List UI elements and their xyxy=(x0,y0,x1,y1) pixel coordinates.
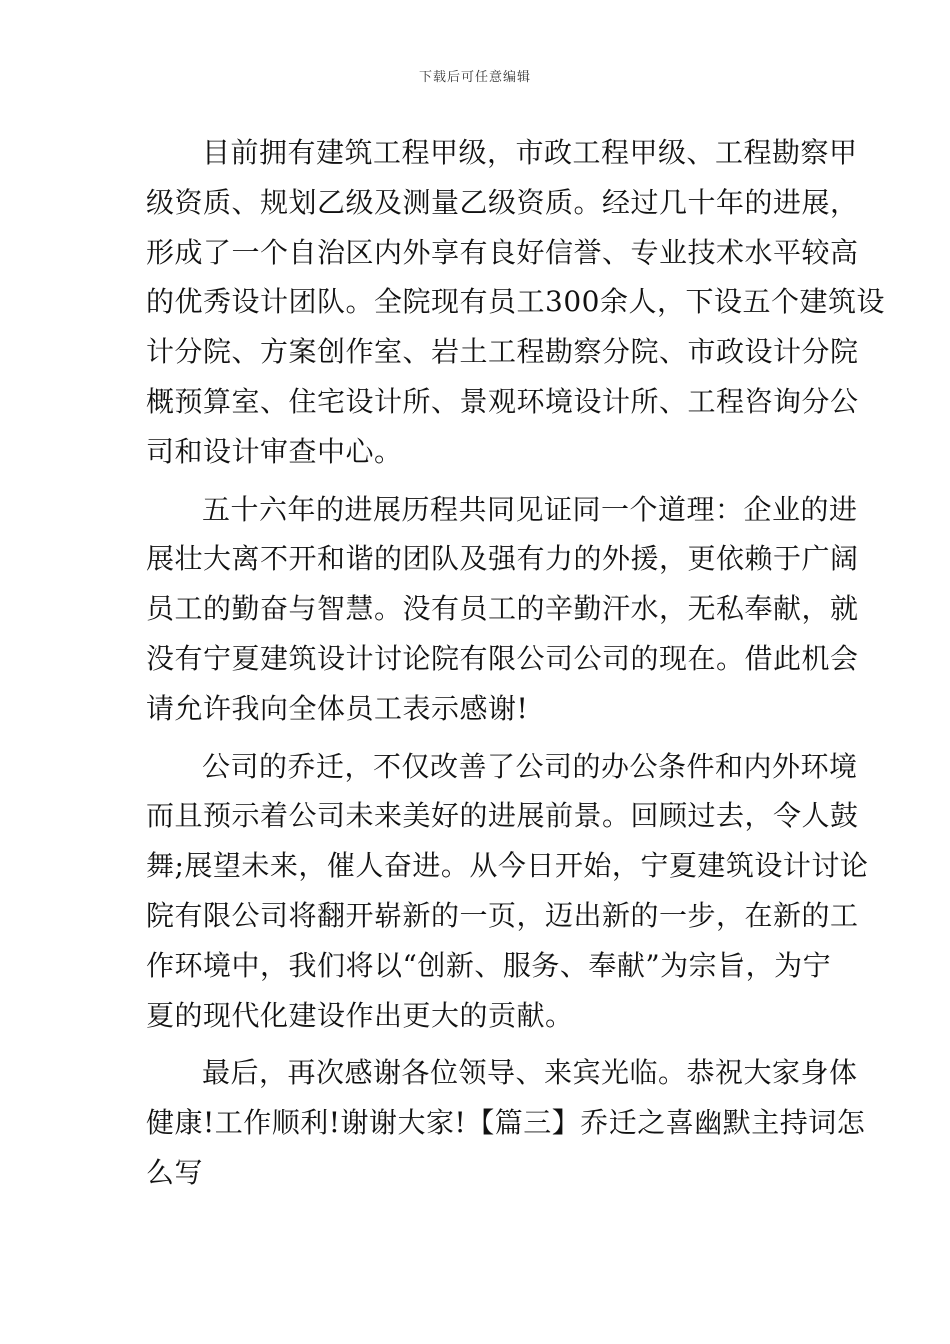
text-line: 么写 xyxy=(146,1155,204,1189)
document-body xyxy=(146,128,885,1198)
text-line: 公司的乔迁，不仅改善了公司的办公条件和内外环境 xyxy=(202,749,858,783)
paragraph-3 xyxy=(146,742,869,1041)
paragraph-1 xyxy=(146,128,885,477)
text-line: 没有宁夏建筑设计讨论院有限公司公司的现在。借此机会 xyxy=(146,641,859,675)
text-line: 舞;展望未来，催人奋进。从今日开始，宁夏建筑设计讨论 xyxy=(146,849,869,883)
text-line: 最后，再次感谢各位领导、来宾光临。恭祝大家身体 xyxy=(202,1056,858,1090)
text-line: 而且预示着公司未来美好的进展前景。回顾过去，令人鼓 xyxy=(146,799,859,833)
text-line: 健康!工作顺利!谢谢大家!【篇三】乔迁之喜幽默主持词怎 xyxy=(146,1106,866,1140)
text-line: 员工的勤奋与智慧。没有员工的辛勤汗水，无私奉献，就 xyxy=(146,592,859,626)
text-line: 院有限公司将翻开崭新的一页，迈出新的一步，在新的工 xyxy=(146,898,859,932)
text-line: 的优秀设计团队。全院现有员工300余人，下设五个建筑设 xyxy=(146,285,885,319)
paragraph-2 xyxy=(146,485,859,734)
paragraph-4 xyxy=(146,1048,866,1197)
text-line: 目前拥有建筑工程甲级，市政工程甲级、工程勘察甲 xyxy=(202,136,858,169)
text-line: 概预算室、住宅设计所、景观环境设计所、工程咨询分公 xyxy=(146,384,859,418)
text-line: 级资质、规划乙级及测量乙级资质。经过几十年的进展， xyxy=(146,185,859,219)
text-line: 五十六年的进展历程共同见证同一个道理：企业的进 xyxy=(202,492,858,526)
page-header: 下载后可任意编辑 xyxy=(418,70,531,85)
text-line: 计分院、方案创作室、岩土工程勘察分院、市政设计分院 xyxy=(146,335,859,369)
text-line: 司和设计审查中心。 xyxy=(146,434,403,468)
text-line: 夏的现代化建设作出更大的贡献。 xyxy=(146,998,574,1032)
text-line: 作环境中，我们将以“创新、服务、奉献”为宗旨，为宁 xyxy=(146,948,832,982)
text-line: 请允许我向全体员工表示感谢! xyxy=(146,691,529,725)
text-line: 展壮大离不开和谐的团队及强有力的外援，更依赖于广阔 xyxy=(146,542,859,576)
text-line: 形成了一个自治区内外享有良好信誉、专业技术水平较高 xyxy=(146,235,859,269)
